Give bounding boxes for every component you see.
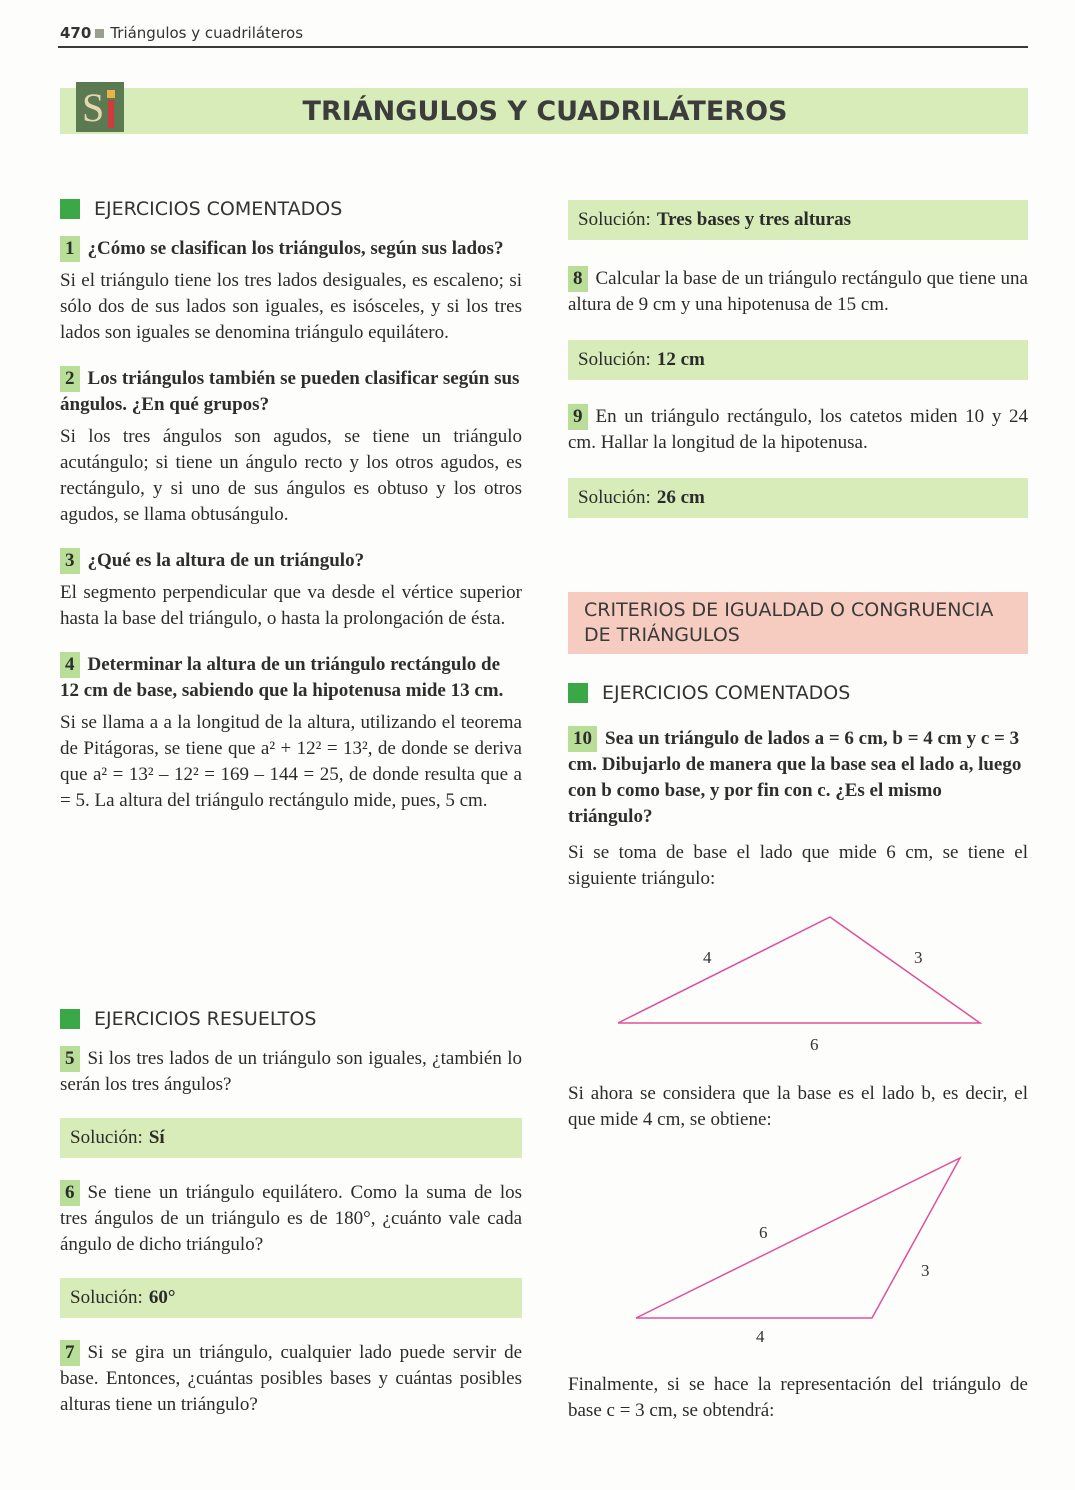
solution-value: Sí <box>148 1127 165 1148</box>
logo-letter-s: S <box>82 85 105 130</box>
exercise-question: ¿Qué es la altura de un triángulo? <box>87 550 365 571</box>
section-title-comentados: EJERCICIOS COMENTADOS <box>60 198 522 220</box>
exercise-1 <box>60 236 522 346</box>
solution-box: Solución: Sí <box>60 1118 522 1158</box>
solution-value: Tres bases y tres alturas <box>656 209 852 230</box>
exercise-answer: Si los tres ángulos son agudos, se tiene un triángulo acutángulo; si tiene un ángulo recto y los otros agudos, es rectángulo, y si uno de sus ángulos es obtuso y los otros agudos, se llama obtusángulo. <box>60 426 522 525</box>
exercise-4 <box>60 652 522 814</box>
section-title-resueltos: EJERCICIOS RESUELTOS <box>60 1008 522 1030</box>
solution-box: Solución: Tres bases y tres alturas <box>568 200 1028 240</box>
exercise-2 <box>60 366 522 528</box>
triangle-figure-base-4 <box>568 1150 1028 1350</box>
exercise-number: 10 <box>568 726 597 752</box>
exercise-10 <box>568 726 1028 892</box>
exercise-answer-1: Si se toma de base el lado que mide 6 cm, se tiene el siguiente triángulo: <box>568 842 1028 889</box>
exercise-6 <box>60 1180 522 1258</box>
left-column-resueltos <box>60 1008 522 1418</box>
logo-dot <box>107 90 115 98</box>
section-square-icon <box>60 199 80 219</box>
left-column <box>60 198 522 814</box>
exercise-number: 3 <box>60 548 80 574</box>
exercise-text: Se tiene un triángulo equilátero. Como la suma de los tres ángulos de un triángulo es de 180°, ¿cuánto vale cada ángulo de dicho triángulo? <box>60 1182 522 1255</box>
side-label-6: 6 <box>759 1223 768 1242</box>
header-rule <box>58 46 1028 48</box>
exercise-text: En un triángulo rectángulo, los catetos miden 10 y 24 cm. Hallar la longitud de la hipotenusa. <box>568 406 1028 453</box>
triangle-outline <box>618 917 980 1023</box>
logo-letter-i <box>108 100 114 128</box>
exercise-text: Si se gira un triángulo, cualquier lado puede servir de base. Entonces, ¿cuántas posibles bases y cuántas posibles alturas tiene un triángulo? <box>60 1342 522 1415</box>
section-square-icon <box>60 1009 80 1029</box>
exercise-text: Calcular la base de un triángulo rectángulo que tiene una altura de 9 cm y una hipotenusa de 15 cm. <box>568 268 1028 315</box>
solution-value: 60° <box>148 1287 176 1308</box>
exercise-answer: Si se llama a a la longitud de la altura, utilizando el teorema de Pitágoras, se tiene que a² + 12² = 13², de donde se deriva que a² = 13² – 12² = 169 – 144 = 25, de donde resulta que a = 5. La altura del triángulo rectángulo mide, pues, 5 cm. <box>60 712 522 811</box>
side-label-4: 4 <box>703 948 712 967</box>
base-label-4: 4 <box>756 1327 765 1346</box>
section-square-icon <box>568 683 588 703</box>
right-column <box>568 200 1028 518</box>
solution-value: 12 cm <box>656 349 705 370</box>
exercise-9 <box>568 404 1028 456</box>
running-head <box>60 24 303 42</box>
exercise-answer: El segmento perpendicular que va desde el vértice superior hasta la base del triángulo, o hasta la prolongación de ésta. <box>60 582 522 629</box>
exercise-3 <box>60 548 522 632</box>
exercise-number: 7 <box>60 1340 80 1366</box>
exercise-question: Determinar la altura de un triángulo rectángulo de 12 cm de base, sabiendo que la hipotenusa mide 13 cm. <box>60 654 504 701</box>
exercise-number: 8 <box>568 266 588 292</box>
exercise-question: Sea un triángulo de lados a = 6 cm, b = 4 cm y c = 3 cm. Dibujarlo de manera que la base sea el lado a, luego con b como base, y por fin con c. ¿Es el mismo triángulo? <box>568 728 1022 827</box>
exercise-number: 2 <box>60 366 80 392</box>
exercise-7 <box>60 1340 522 1418</box>
right-column-criterios <box>568 592 1028 892</box>
chapter-title: TRIÁNGULOS Y CUADRILÁTEROS <box>302 96 788 127</box>
side-label-3: 3 <box>914 948 923 967</box>
section-title-comentados-2: EJERCICIOS COMENTADOS <box>568 682 1028 704</box>
exercise-number: 5 <box>60 1046 80 1072</box>
bullet-square-icon <box>95 29 104 38</box>
exercise-question: Los triángulos también se pueden clasificar según sus ángulos. ¿En qué grupos? <box>60 368 520 415</box>
solution-box: Solución: 60° <box>60 1278 522 1318</box>
exercise-answer-3: Finalmente, si se hace la representación del triángulo de base c = 3 cm, se obtendrá: <box>568 1374 1028 1421</box>
exercise-answer: Si el triángulo tiene los tres lados desiguales, es escaleno; si sólo dos de sus lados son iguales, es isósceles, y si los tres lados son iguales se denomina triángulo equilátero. <box>60 270 522 343</box>
solution-value: 26 cm <box>656 487 705 508</box>
running-title: Triángulos y cuadriláteros <box>110 24 304 42</box>
solution-box: Solución: 26 cm <box>568 478 1028 518</box>
exercise-question: ¿Cómo se clasifican los triángulos, según sus lados? <box>87 238 504 259</box>
exercise-text: Si los tres lados de un triángulo son iguales, ¿también lo serán los tres ángulos? <box>60 1048 522 1095</box>
page-number: 470 <box>60 24 92 42</box>
triangle-outline <box>636 1158 960 1318</box>
exercise-5 <box>60 1046 522 1098</box>
criteria-heading: CRITERIOS DE IGUALDAD O CONGRUENCIA DE TRIÁNGULOS <box>568 592 1028 654</box>
base-label-6: 6 <box>810 1035 819 1054</box>
solution-box: Solución: 12 cm <box>568 340 1028 380</box>
triangle-figure-base-6 <box>568 905 1028 1065</box>
exercise-number: 6 <box>60 1180 80 1206</box>
side-label-3: 3 <box>921 1261 930 1280</box>
exercise-answer-2: Si ahora se considera que la base es el lado b, es decir, el que mide 4 cm, se obtiene: <box>568 1083 1028 1130</box>
exercise-number: 9 <box>568 404 588 430</box>
si-logo-icon <box>76 82 124 132</box>
exercise-number: 4 <box>60 652 80 678</box>
exercise-8 <box>568 266 1028 318</box>
exercise-number: 1 <box>60 236 80 262</box>
